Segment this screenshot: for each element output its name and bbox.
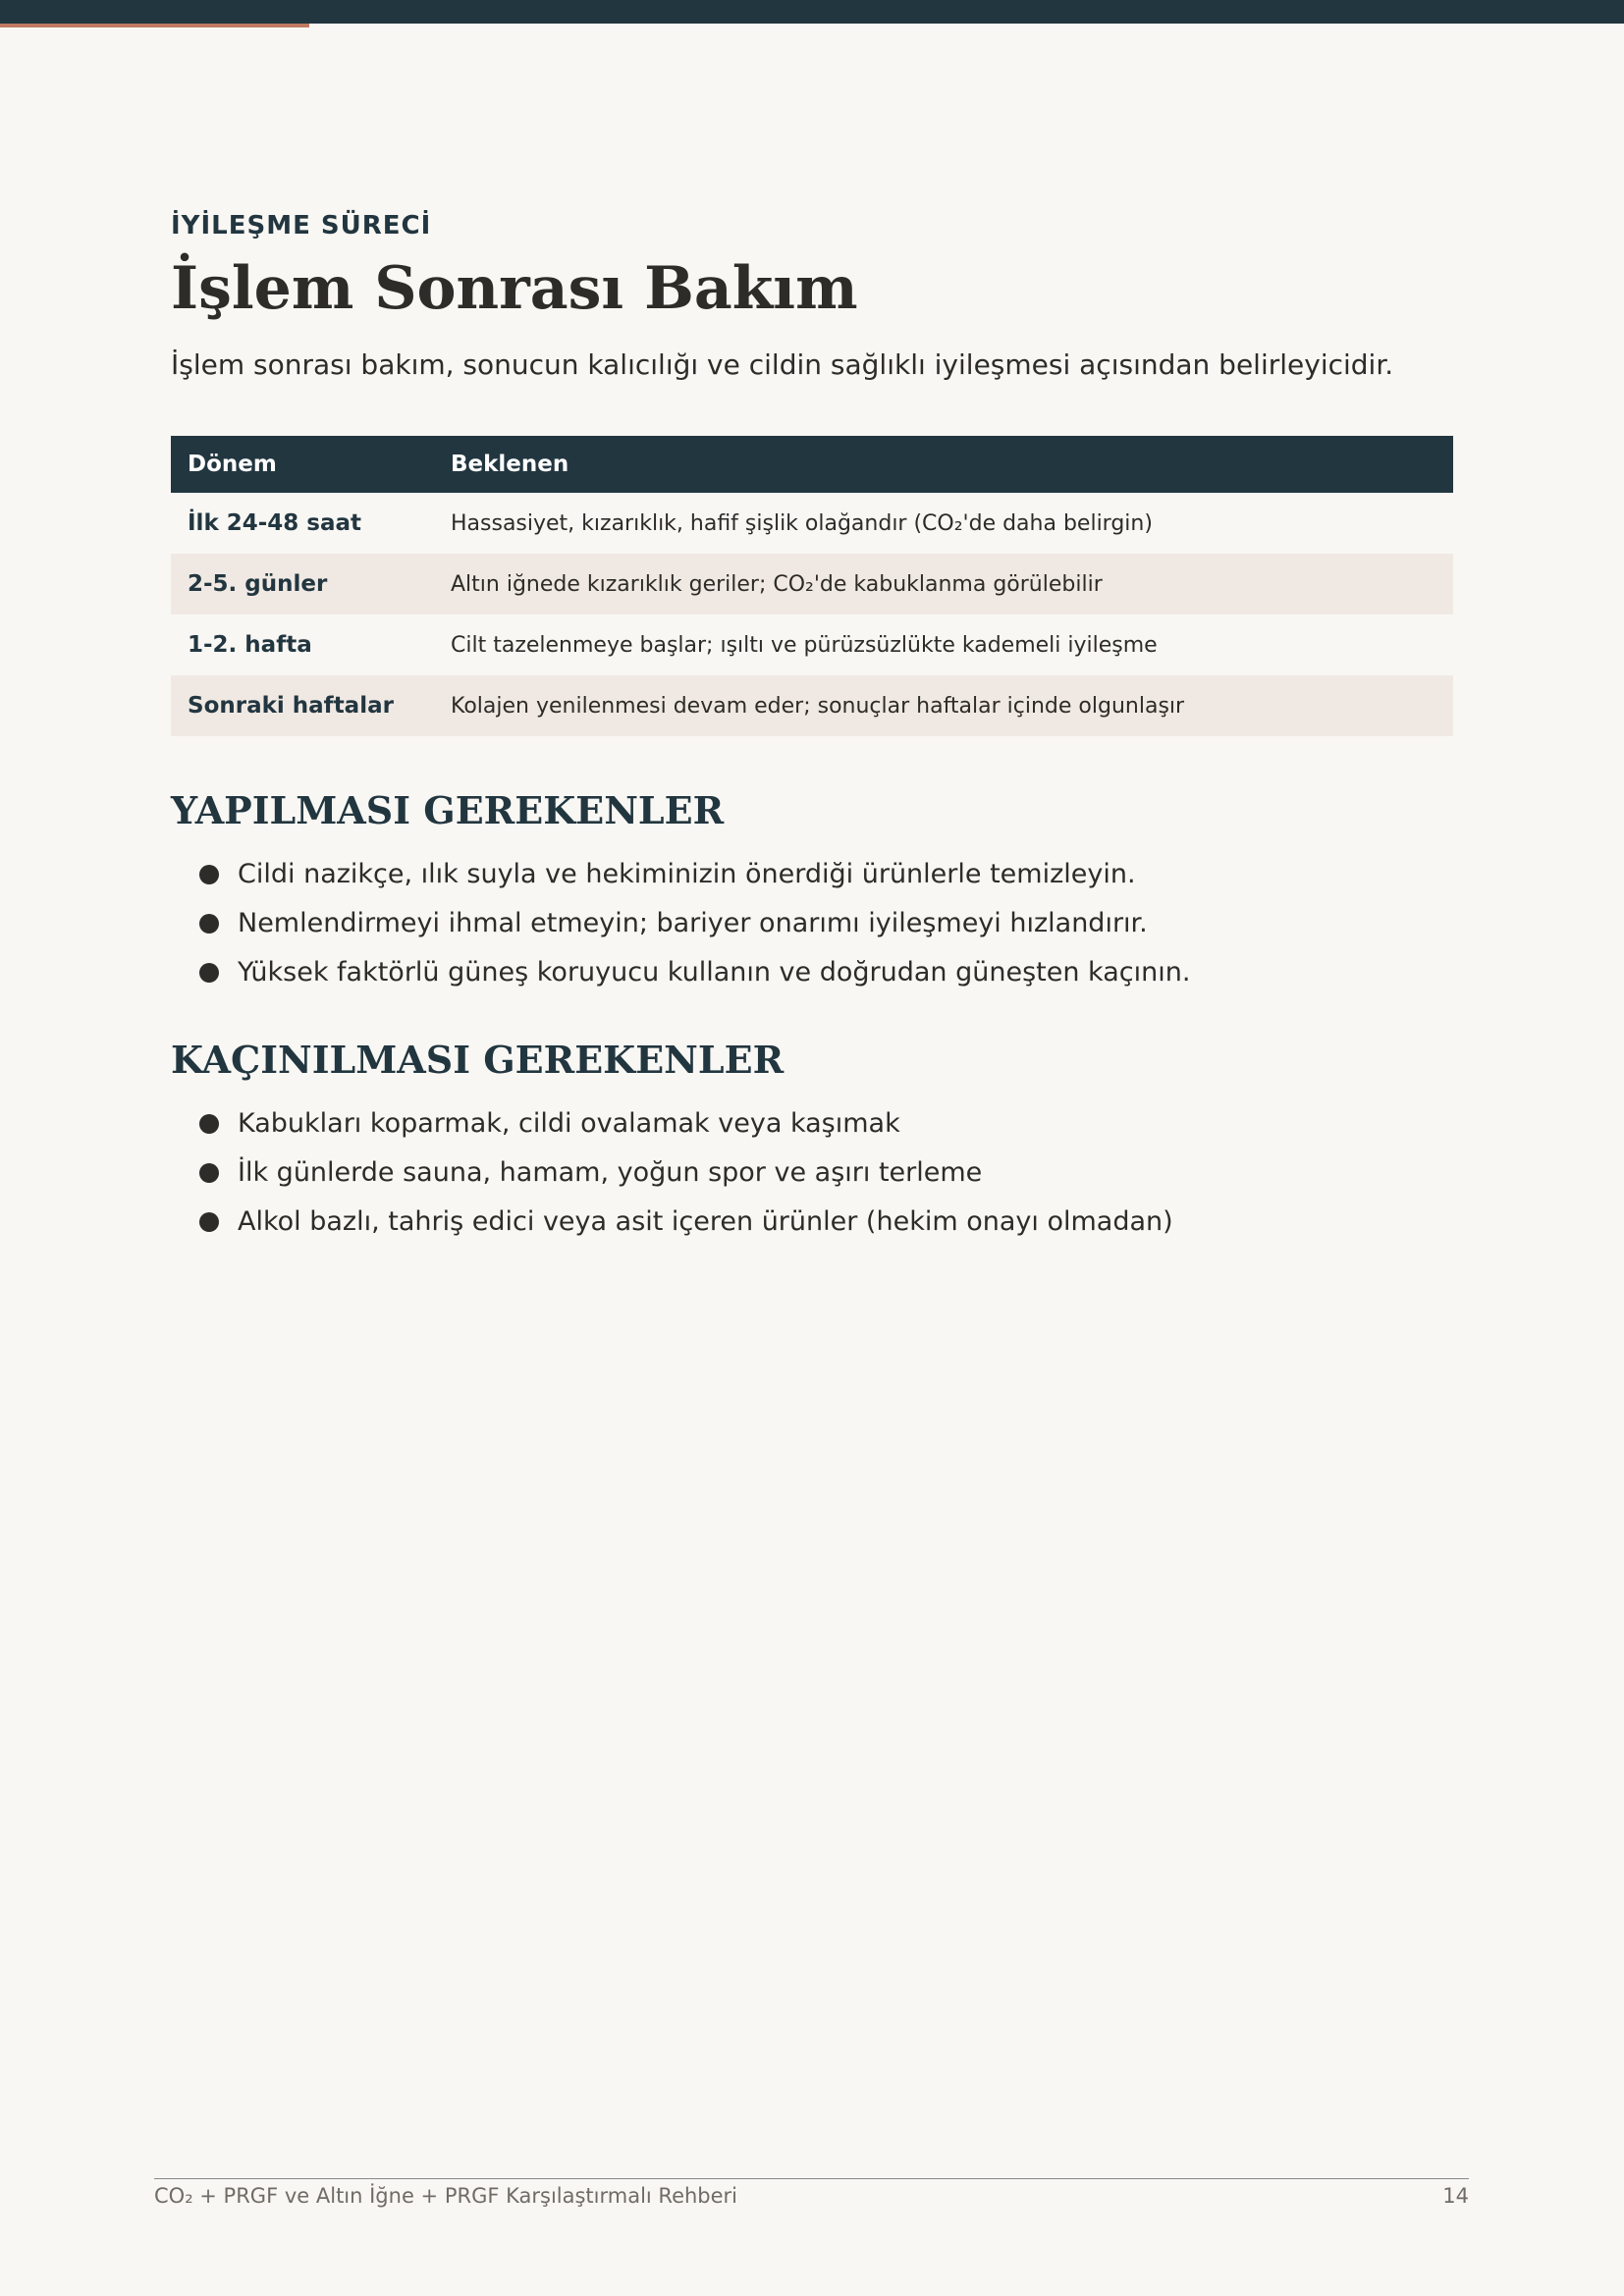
- intro-paragraph: İşlem sonrası bakım, sonucun kalıcılığı ve cildin sağlıklı iyileşmesi açısından belirleyicidir.: [171, 348, 1394, 381]
- list-item-text: Yüksek faktörlü güneş koruyucu kullanın ve doğrudan güneşten kaçının.: [238, 957, 1191, 988]
- period-cell: 1-2. hafta: [188, 632, 312, 658]
- list-item-text: İlk günlerde sauna, hamam, yoğun spor ve aşırı terleme: [238, 1157, 983, 1188]
- table-row: [171, 554, 1453, 614]
- expected-cell: Kolajen yenilenmesi devam eder; sonuçlar haftalar içinde olgunlaşır: [434, 675, 1453, 736]
- recovery-timeline-table: [171, 436, 1453, 736]
- avoid-section-heading: KAÇINILMASI GEREKENLER: [171, 1038, 785, 1082]
- top-bar: [0, 0, 1624, 24]
- list-item: [171, 1148, 1453, 1198]
- do-section-heading: YAPILMASI GEREKENLER: [171, 788, 725, 832]
- top-accent-bar: [0, 24, 309, 27]
- bullet-dot-icon: [199, 1163, 219, 1183]
- expected-cell: Altın iğnede kızarıklık geriler; CO₂'de kabuklanma görülebilir: [434, 554, 1453, 614]
- page-title: İşlem Sonrası Bakım: [171, 254, 858, 323]
- footer-document-title: CO₂ + PRGF ve Altın İğne + PRGF Karşılaştırmalı Rehberi: [154, 2184, 738, 2208]
- avoid-list: [171, 1099, 1453, 1247]
- period-cell: Sonraki haftalar: [171, 675, 434, 736]
- list-item: [171, 1198, 1453, 1247]
- section-eyebrow: İYİLEŞME SÜRECİ: [171, 211, 432, 240]
- column-header-expected: Beklenen: [434, 436, 1453, 493]
- period-cell: 2-5. günler: [171, 554, 434, 614]
- table-row: [171, 614, 1453, 675]
- bullet-dot-icon: [199, 1114, 219, 1134]
- list-item-text: Kabukları koparmak, cildi ovalamak veya kaşımak: [238, 1108, 900, 1139]
- list-item: [171, 899, 1453, 948]
- expected-cell: Cilt tazelenmeye başlar; ışıltı ve pürüzsüzlükte kademeli iyileşme: [451, 632, 1158, 658]
- list-item: [171, 850, 1453, 899]
- do-list: [171, 850, 1453, 997]
- table-row: [171, 675, 1453, 736]
- expected-cell: Hassasiyet, kızarıklık, hafif şişlik olağandır (CO₂'de daha belirgin): [451, 510, 1153, 536]
- table-row: [171, 493, 1453, 554]
- bullet-dot-icon: [199, 865, 219, 884]
- list-item-text: Cildi nazikçe, ılık suyla ve hekiminizin önerdiği ürünlerle temizleyin.: [238, 859, 1136, 889]
- footer-divider: [154, 2178, 1469, 2179]
- list-item-text: Alkol bazlı, tahriş edici veya asit içeren ürünler (hekim onayı olmadan): [238, 1206, 1173, 1237]
- column-header-period: Dönem: [171, 436, 434, 493]
- list-item-text: Nemlendirmeyi ihmal etmeyin; bariyer onarımı iyileşmeyi hızlandırır.: [238, 908, 1148, 938]
- bullet-dot-icon: [199, 914, 219, 934]
- bullet-dot-icon: [199, 963, 219, 983]
- bullet-dot-icon: [199, 1212, 219, 1232]
- list-item: [171, 1099, 1453, 1148]
- period-cell: İlk 24-48 saat: [188, 510, 362, 536]
- table-header-row: [171, 436, 1453, 493]
- footer-page-number: 14: [1442, 2184, 1469, 2208]
- list-item: [171, 948, 1453, 997]
- page-content: [171, 208, 1453, 1247]
